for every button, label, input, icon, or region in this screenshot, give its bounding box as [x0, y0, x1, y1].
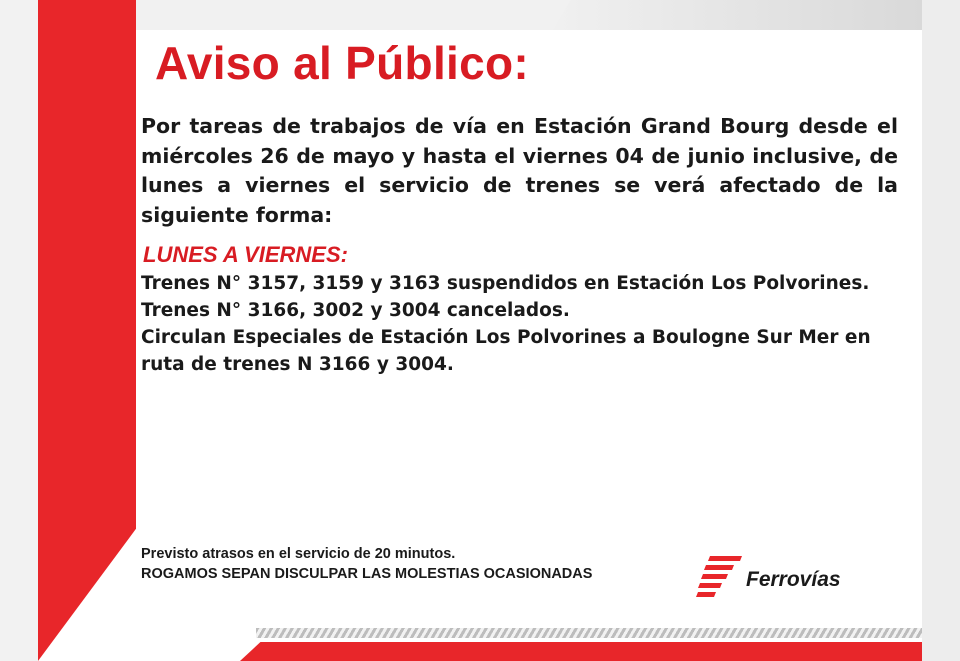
intro-paragraph [141, 112, 898, 230]
logo-wordmark: Ferrovías [746, 568, 841, 591]
detail-line: Trenes N° 3166, 3002 y 3004 cancelados. [141, 300, 570, 321]
intro-line: lunes a viernes el servicio de trenes se verá afectado de la [141, 173, 898, 197]
bottom-stripe-bar [256, 628, 922, 638]
frame-right-background [922, 0, 960, 661]
ferrovias-logo-icon [696, 554, 744, 600]
intro-line: miércoles 26 de mayo y hasta el viernes 04 de junio inclusive, de [141, 143, 898, 168]
detail-line: Trenes N° 3157, 3159 y 3163 suspendidos en Estación Los Polvorines. [141, 273, 870, 294]
ferrovias-logo [696, 554, 866, 600]
intro-line: Por tareas de trabajos de vía en Estación Grand Bourg desde el [141, 114, 898, 138]
red-side-bar [38, 0, 136, 661]
footer-notice [141, 544, 592, 584]
intro-line: siguiente forma: [141, 202, 333, 227]
delay-note: Previsto atrasos en el servicio de 20 minutos. [141, 546, 456, 562]
apology-text: ROGAMOS SEPAN DISCULPAR LAS MOLESTIAS OCASIONADAS [141, 566, 593, 582]
schedule-details [141, 270, 921, 378]
frame-left-background [0, 0, 38, 661]
schedule-subheading: LUNES A VIERNES: [143, 242, 348, 267]
poster-title: Aviso al Público: [155, 37, 530, 89]
bottom-red-bar [240, 642, 922, 661]
detail-line: ruta de trenes N 3166 y 3004. [141, 354, 454, 375]
detail-line: Circulan Especiales de Estación Los Polvorines a Boulogne Sur Mer en [141, 327, 871, 348]
